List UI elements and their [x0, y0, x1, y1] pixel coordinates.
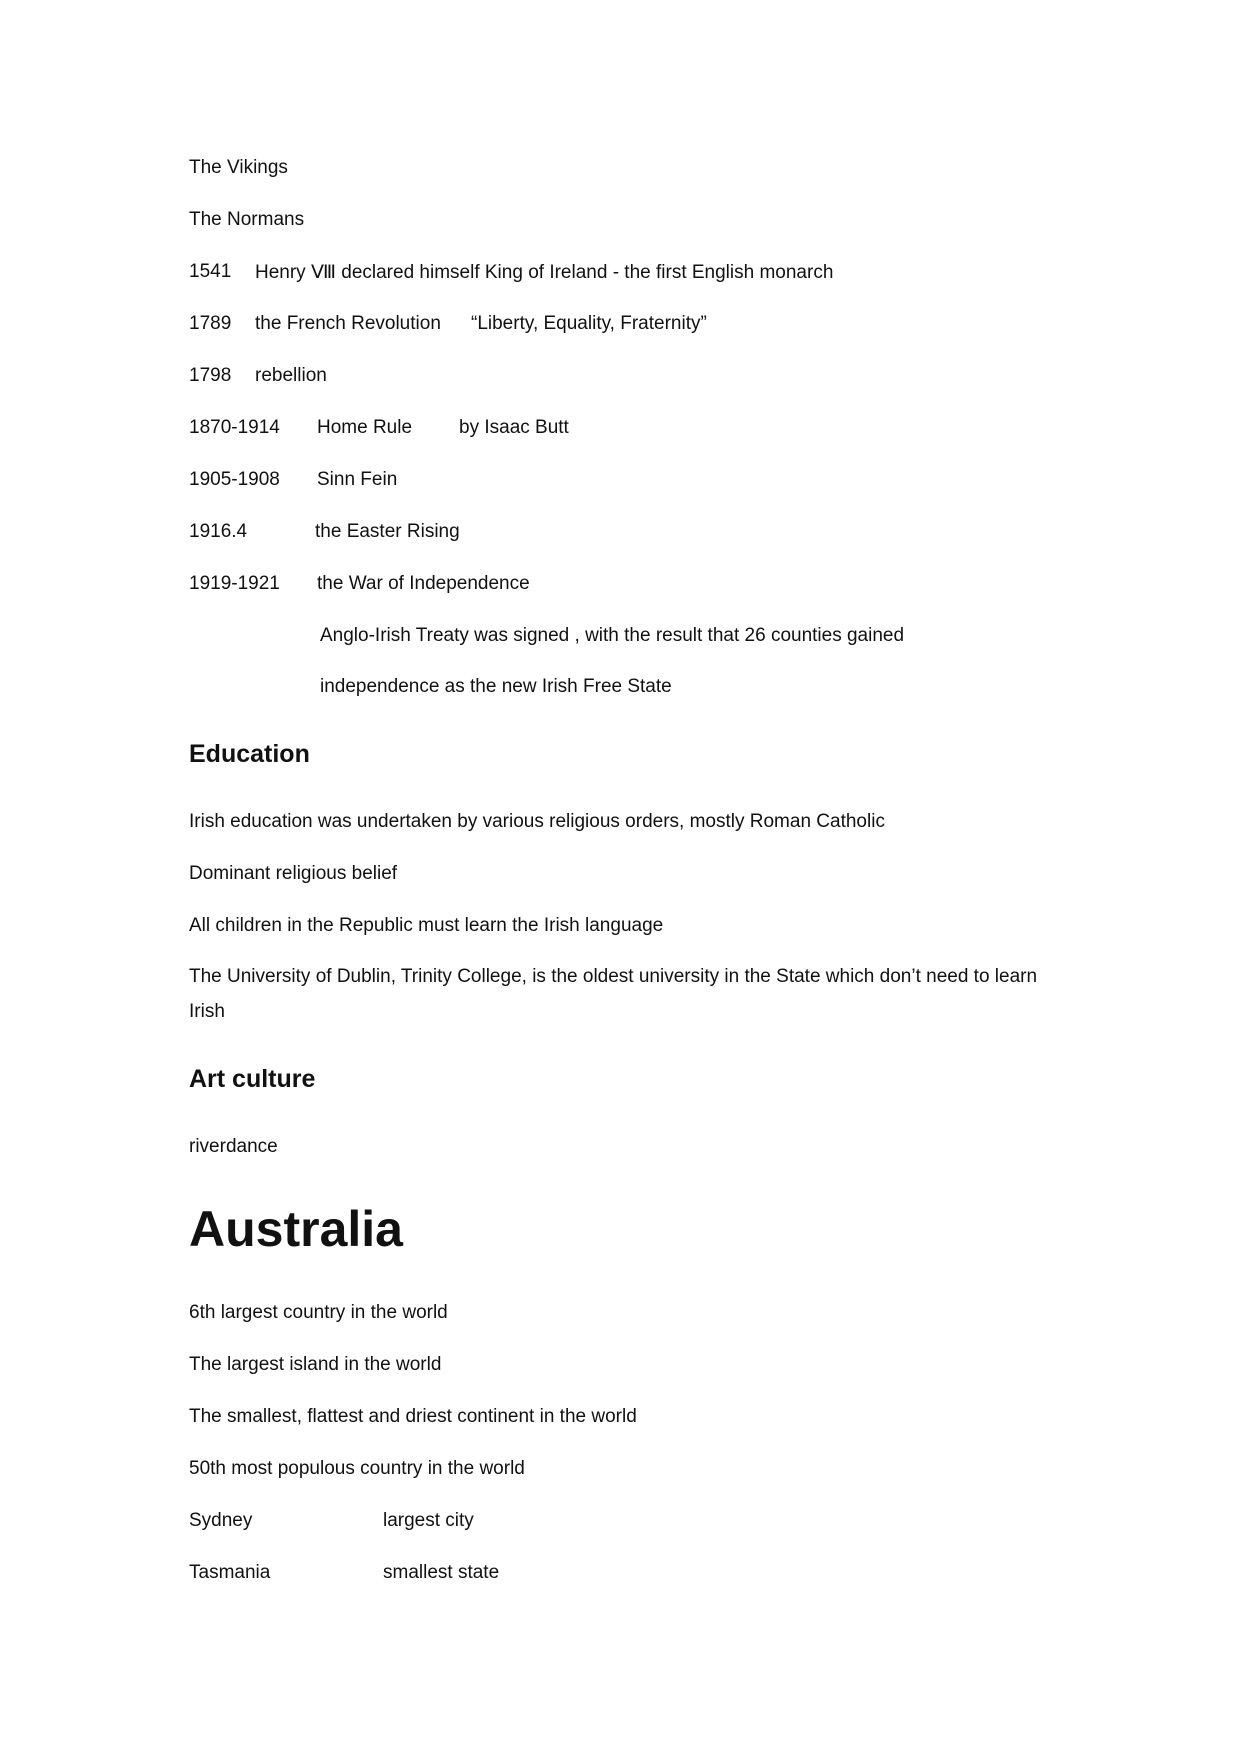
australia-fact: The smallest, flattest and driest continent in the world [189, 1406, 637, 1427]
timeline-text: the French Revolution [255, 313, 441, 334]
history-line-vikings: The Vikings [189, 157, 288, 178]
australia-pair-desc: smallest state [383, 1562, 500, 1583]
australia-fact: 50th most populous country in the world [189, 1458, 525, 1479]
timeline-date: 1905-1908 [189, 469, 280, 490]
australia-title: Australia [189, 1201, 403, 1257]
timeline-date: 1541 [189, 261, 232, 282]
art-culture-heading: Art culture [189, 1065, 316, 1093]
australia-fact: 6th largest country in the world [189, 1302, 448, 1323]
timeline-date: 1798 [189, 365, 232, 386]
history-line-normans: The Normans [189, 209, 305, 230]
education-item: Irish education was undertaken by various religious orders, mostly Roman Catholic [189, 811, 885, 832]
treaty-line-1: Anglo-Irish Treaty was signed , with the result that 26 counties gained [320, 625, 905, 646]
australia-pair-name: Sydney [189, 1510, 253, 1531]
education-item: Dominant religious belief [189, 863, 398, 884]
timeline-text: the War of Independence [317, 573, 530, 594]
timeline-text: Sinn Fein [317, 469, 398, 490]
timeline-date: 1916.4 [189, 521, 248, 542]
education-item: All children in the Republic must learn the Irish language [189, 915, 664, 936]
timeline-extra: by Isaac Butt [459, 417, 569, 438]
timeline-text: Home Rule [317, 417, 413, 438]
timeline-date: 1870-1914 [189, 417, 280, 438]
education-item: The University of Dublin, Trinity College, is the oldest university in the State which don’t need to learn Irish [189, 966, 1038, 1022]
education-heading: Education [189, 740, 310, 768]
timeline-date: 1789 [189, 313, 232, 334]
timeline-date: 1919-1921 [189, 573, 280, 594]
timeline-text: the Easter Rising [315, 521, 460, 542]
timeline-text: Henry Ⅷ declared himself King of Ireland - the first English monarch [255, 262, 834, 283]
timeline-text: rebellion [255, 365, 327, 386]
australia-pair-name: Tasmania [189, 1562, 271, 1583]
art-culture-item: riverdance [189, 1136, 278, 1157]
australia-fact: The largest island in the world [189, 1354, 442, 1375]
treaty-line-2: independence as the new Irish Free State [320, 676, 672, 697]
australia-pair-desc: largest city [383, 1510, 474, 1531]
timeline-extra: “Liberty, Equality, Fraternity” [471, 313, 707, 334]
